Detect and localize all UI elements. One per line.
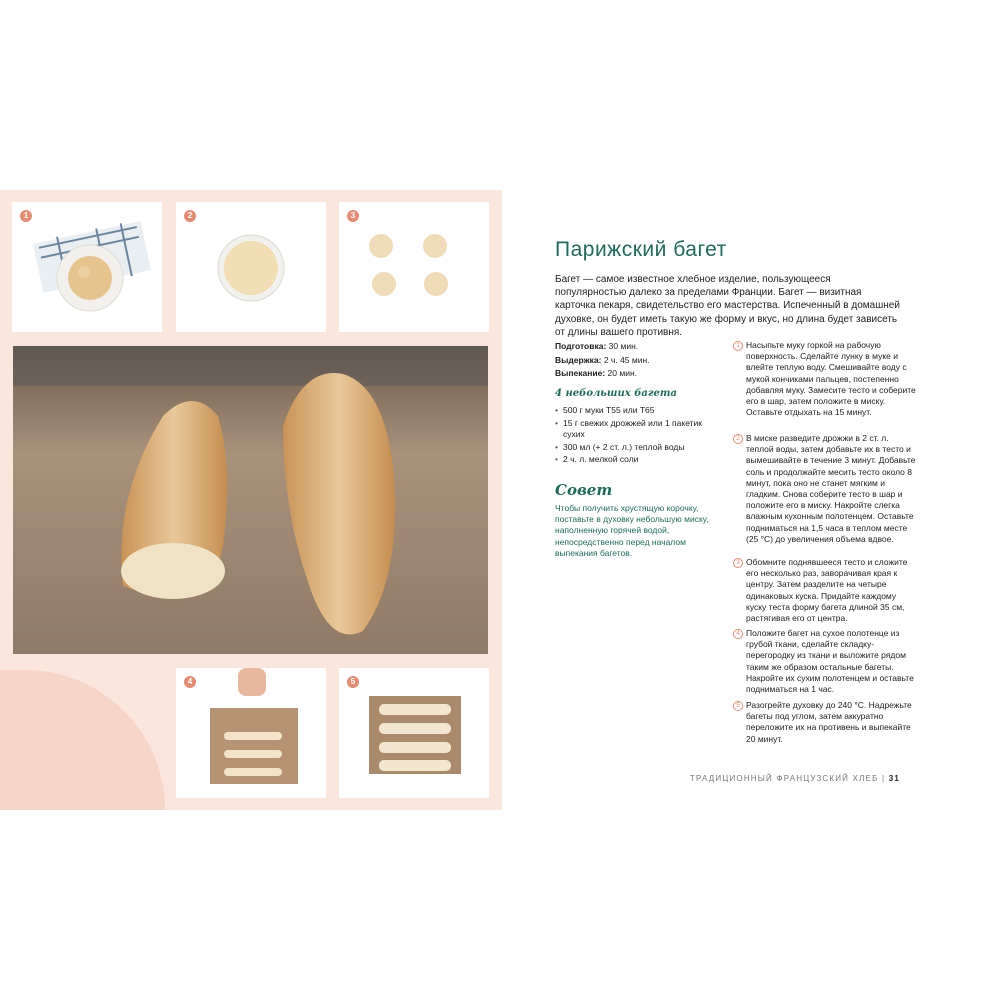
ingredients-heading: 4 небольших багета — [555, 388, 677, 399]
ingredient-item: • 15 г свежих дрожжей или 1 пакетик сухих — [555, 418, 715, 441]
method-step-5 — [733, 700, 916, 745]
baguette-main-photo — [13, 346, 488, 654]
step-number: 4 — [733, 629, 743, 639]
recipe-intro: Багет — самое известное хлебное изделие, пользующееся популярностью далеко за пределами Франции. Багет — визитная карточка пекаря, свидетельство его мастерства. Испеченный в домашней духовке, он будет иметь такую же форму и вкус, но длина будет зависеть от длины вашего противня. — [555, 274, 900, 338]
ingredients-list — [555, 405, 715, 467]
shaping-baguettes-image — [176, 668, 326, 798]
step-number: 5 — [733, 701, 743, 711]
ingredient-item: • 300 мл (+ 2 ст. л.) теплой воды — [555, 442, 715, 454]
step-number: 2 — [733, 434, 743, 444]
method-step-2 — [733, 433, 916, 545]
step-photo-4 — [176, 668, 326, 798]
baguettes-tray-image — [339, 668, 489, 798]
tip-text: Чтобы получить хрустящую корочку, поставьте в духовку небольшую миску, наполненную горячей водой, непосредственно перед началом выпекания багетов. — [555, 503, 709, 558]
time-prep: Подготовка: 30 мин. — [555, 341, 639, 351]
time-rest: Выдержка: 2 ч. 45 мин. — [555, 354, 650, 365]
yeast-bowl-image — [176, 202, 326, 332]
baguettes-image — [13, 346, 488, 654]
page-number: 31 — [888, 774, 900, 783]
step-photo-5 — [339, 668, 489, 798]
step-number-badge: 4 — [184, 676, 196, 688]
step-photo-1 — [12, 202, 162, 332]
ingredient-item: • 500 г муки T55 или T65 — [555, 405, 715, 417]
method-step-4 — [733, 628, 916, 695]
step-number-badge: 3 — [347, 210, 359, 222]
step-number-badge: 5 — [347, 676, 359, 688]
page-footer — [690, 774, 900, 783]
footer-separator: | — [881, 774, 886, 783]
step-text: Обомните поднявшееся тесто и сложите его несколько раз, заворачивая края к центру. Затем разделите на четыре одинаковых куска. Придайте каждому куску теста форму багета длиной 35 см, растягивая его от центра. — [746, 557, 908, 624]
section-title: ТРАДИЦИОННЫЙ ФРАНЦУЗСКИЙ ХЛЕБ — [689, 774, 879, 783]
step-text: Положите багет на сухое полотенце из грубой ткани, сделайте складку-перегородку из ткани и выложите рядом таким же образом остальные багеты. Накройте их сухим полотенцем и оставьте подниматься на 1 час. — [746, 628, 914, 695]
method-step-3 — [733, 557, 916, 624]
step-number-badge: 2 — [184, 210, 196, 222]
step-number-badge: 1 — [20, 210, 32, 222]
ingredient-item: • 2 ч. л. мелкой соли — [555, 454, 715, 466]
step-text: В миске разведите дрожжи в 2 ст. л. теплой воды, затем добавьте их в тесто и вымешивайте в течение 3 минут. Добавьте соль и продолжайте месить тесто около 8 минут, пока оно не станет мягким и гладким. Снова соберите тесто в шар и положите его в миску. Накройте слегка влажным кухонным полотенцем. Оставьте подниматься на 1,5 часа в теплом месте (25 °C) до увеличения объема вдвое. — [746, 433, 916, 544]
step-photo-3 — [339, 202, 489, 332]
step-number: 3 — [733, 558, 743, 568]
step-text: Разогрейте духовку до 240 °C. Надрежьте багеты под углом, затем аккуратно переложите их на противень и выпекайте 20 минут. — [746, 700, 912, 744]
dough-bowl-image — [12, 202, 162, 332]
step-photo-2 — [176, 202, 326, 332]
recipe-title: Парижский багет — [555, 238, 727, 261]
time-bake: Выпекание: 20 мин. — [555, 368, 638, 378]
recipe-times — [555, 340, 650, 381]
step-text: Насыпьте муку горкой на рабочую поверхность. Сделайте лунку в муке и влейте теплую воду. Смешивайте воду с мукой кончиками пальцев, постепенно добавляя муку. Замесите тесто и соберите его в шар, затем положите в миску. Оставьте отдыхать на 15 минут. — [746, 340, 916, 418]
method-step-1 — [733, 340, 916, 418]
step-number: 1 — [733, 341, 743, 351]
dough-balls-image — [339, 202, 489, 332]
tip-heading: Совет — [555, 481, 613, 499]
